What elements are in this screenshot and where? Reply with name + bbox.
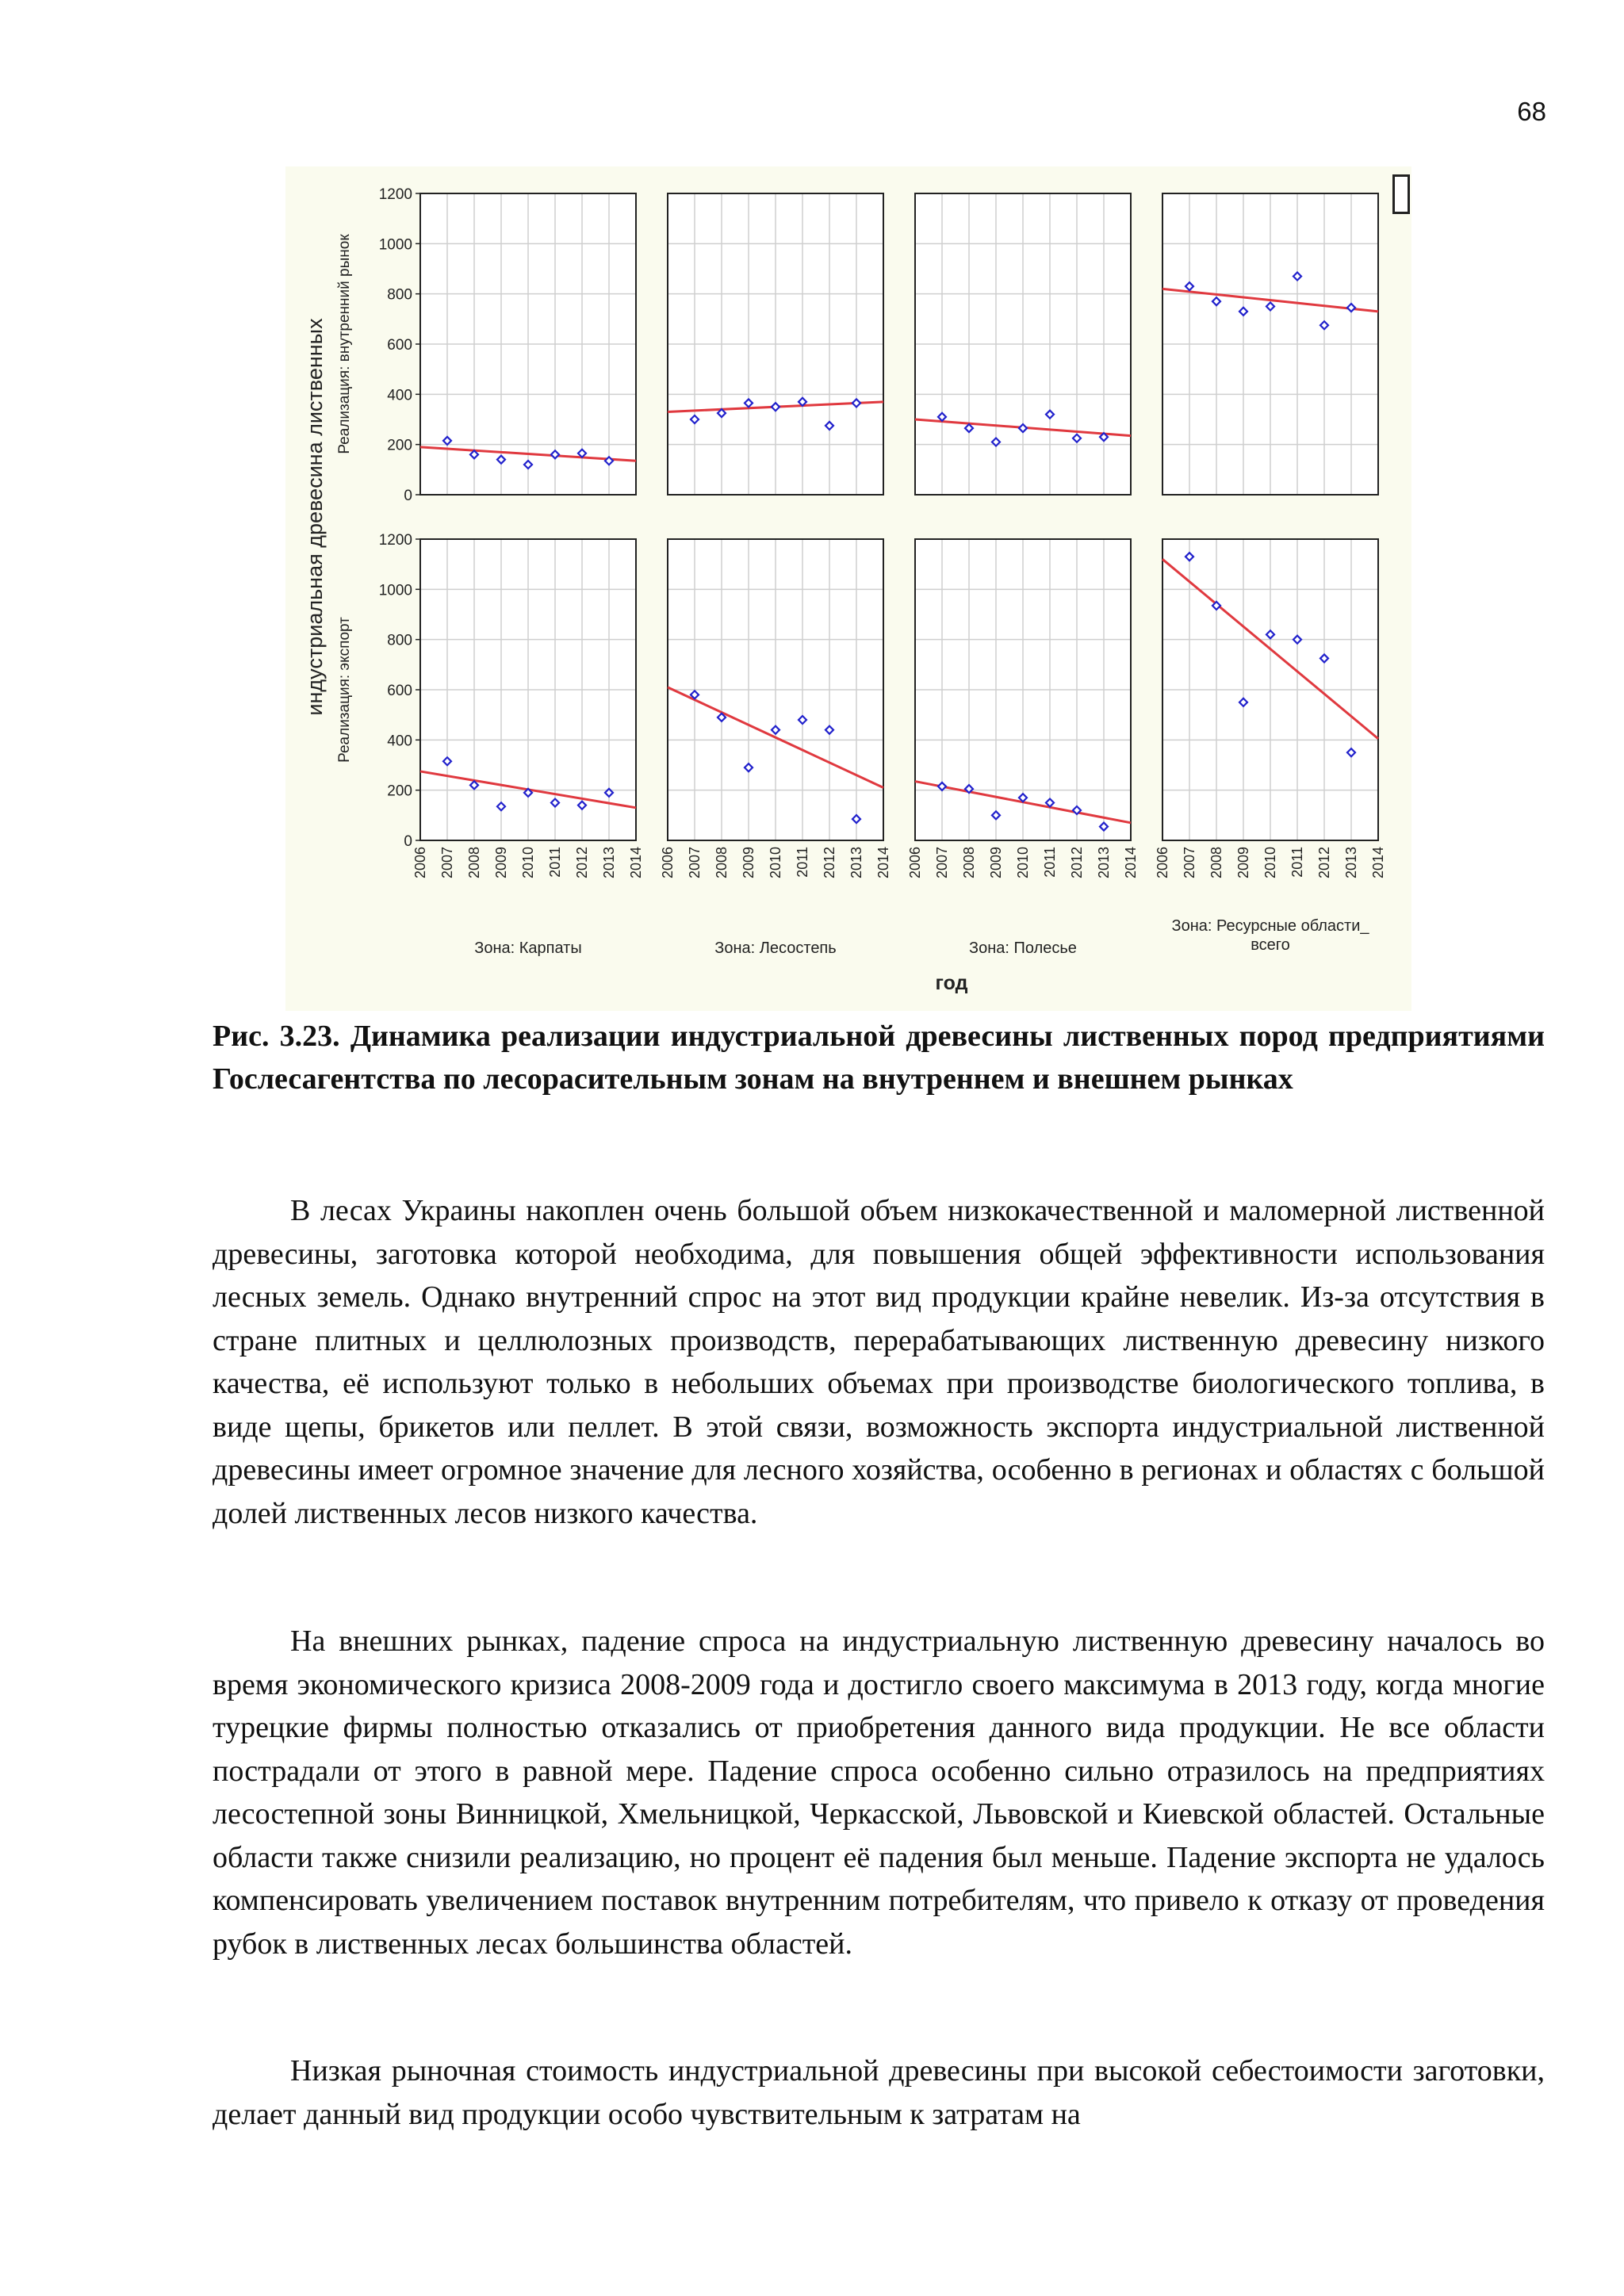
scatter-chart-grid: [285, 166, 1411, 1011]
x-tick-label: 2006: [907, 847, 923, 879]
y-tick-label: 200: [387, 783, 412, 800]
zone-label: Зона: Ресурсные области_: [1171, 917, 1369, 935]
page-number: 68: [1517, 97, 1546, 126]
y-tick-label: 800: [387, 286, 412, 304]
paragraph-3-text: Низкая рыночная стоимость индустриальной древесины при высокой себестоимости заготовки, делает данный вид продукции особо чувствительным к затратам на: [213, 2054, 1545, 2131]
x-tick-label: 2008: [961, 847, 977, 879]
y-tick-label: 600: [387, 683, 412, 699]
x-tick-label: 2009: [1235, 847, 1251, 879]
x-tick-label: 2014: [1370, 847, 1386, 879]
x-tick-label: 2009: [493, 847, 509, 879]
zone-label: Зона: Лесостепь: [714, 939, 837, 957]
paragraph-2: [213, 1620, 1545, 1965]
y-axis-title: индустриальная древесина лиственных: [303, 318, 327, 716]
x-tick-label: 2014: [628, 847, 644, 879]
x-axis-title: год: [935, 972, 968, 994]
x-tick-label: 2008: [466, 847, 482, 879]
zone-label: всего: [1251, 936, 1290, 954]
y-tick-label: 200: [387, 437, 412, 454]
x-tick-label: 2007: [439, 847, 455, 879]
figure-caption: Рис. 3.23. Динамика реализации индустриальной древесины лиственных пород предприятиями Гослесагентства по лесорасительным зонам на внутреннем и внешнем рынках: [213, 1020, 1545, 1096]
row-label: Реализация: экспорт: [336, 617, 353, 763]
x-tick-label: 2007: [934, 847, 950, 879]
y-tick-label: 0: [404, 488, 412, 504]
zone-label: Зона: Карпаты: [474, 939, 582, 957]
paragraph-3: [213, 2049, 1545, 2136]
x-tick-label: 2007: [1182, 847, 1197, 879]
y-tick-label: 400: [387, 733, 412, 750]
row-label: Реализация: внутренний рынок: [336, 234, 353, 454]
selection-marker: [1392, 174, 1410, 214]
y-tick-label: 1000: [378, 582, 412, 599]
x-tick-label: 2012: [574, 847, 590, 879]
x-tick-label: 2006: [412, 847, 428, 879]
x-tick-label: 2013: [1343, 847, 1359, 879]
figure-scatter-grid: [285, 166, 1411, 1011]
x-tick-label: 2007: [687, 847, 703, 879]
x-tick-label: 2011: [547, 847, 563, 878]
x-tick-label: 2010: [768, 847, 783, 879]
x-tick-label: 2008: [1208, 847, 1224, 879]
x-tick-label: 2006: [1155, 847, 1170, 879]
x-tick-label: 2009: [988, 847, 1004, 879]
x-tick-label: 2006: [660, 847, 676, 879]
x-tick-label: 2012: [1069, 847, 1085, 879]
x-tick-label: 2008: [714, 847, 730, 879]
y-tick-label: 0: [404, 833, 412, 850]
x-tick-label: 2011: [795, 847, 810, 878]
x-tick-label: 2014: [875, 847, 891, 879]
x-tick-label: 2010: [1262, 847, 1278, 879]
y-tick-label: 800: [387, 632, 412, 649]
x-tick-label: 2013: [848, 847, 864, 879]
paragraph-1: [213, 1189, 1545, 1535]
paragraph-2-text: На внешних рынках, падение спроса на индустриальную лиственную древесину началось во время экономического кризиса 2008-2009 года и достигло своего максимума в 2013 году, когда многие турецкие фирмы полностью отказались от приобретения данного вида продукции. Не все области пострадали от этого в равной мере. Падение спроса особенно сильно отразилось на предприятиях лесостепной зоны Винницкой, Хмельницкой, Черкасской, Львовской и Киевской областей. Остальные области также снизили реализацию, но процент её падения был меньше. Падение экспорта не удалось компенсировать увеличением поставок внутренним потребителям, что привело к отказу от проведения рубок в лиственных лесах большинства областей.: [213, 1624, 1545, 1961]
x-tick-label: 2012: [1316, 847, 1332, 879]
x-tick-label: 2013: [601, 847, 617, 879]
y-tick-label: 1200: [378, 532, 412, 549]
x-tick-label: 2009: [741, 847, 756, 879]
x-tick-label: 2010: [520, 847, 536, 879]
zone-label: Зона: Полесье: [969, 939, 1077, 957]
paragraph-1-text: В лесах Украины накоплен очень большой объем низкокачественной и маломерной лиственной древесины, заготовка которой необходима, для повышения общей эффективности использования лесных земель. Однако внутренний спрос на этот вид продукции крайне невелик. Из-за отсутствия в стране плитных и целлюлозных производств, перерабатывающих лиственную древесину низкого качества, её используют только в небольших объемах при производстве биологического топлива, в виде щепы, брикетов или пеллет. В этой связи, возможность экспорта индустриальной лиственной древесины имеет огромное значение для лесного хозяйства, особенно в регионах и областях с большой долей лиственных лесов низкого качества.: [213, 1194, 1545, 1530]
x-tick-label: 2010: [1015, 847, 1031, 879]
y-tick-label: 1200: [378, 186, 412, 203]
x-tick-label: 2012: [822, 847, 837, 879]
y-tick-label: 600: [387, 337, 412, 354]
y-tick-label: 400: [387, 387, 412, 404]
x-tick-label: 2011: [1289, 847, 1305, 878]
x-tick-label: 2013: [1096, 847, 1112, 879]
x-tick-label: 2011: [1042, 847, 1058, 878]
y-tick-label: 1000: [378, 236, 412, 254]
x-tick-label: 2014: [1123, 847, 1139, 879]
